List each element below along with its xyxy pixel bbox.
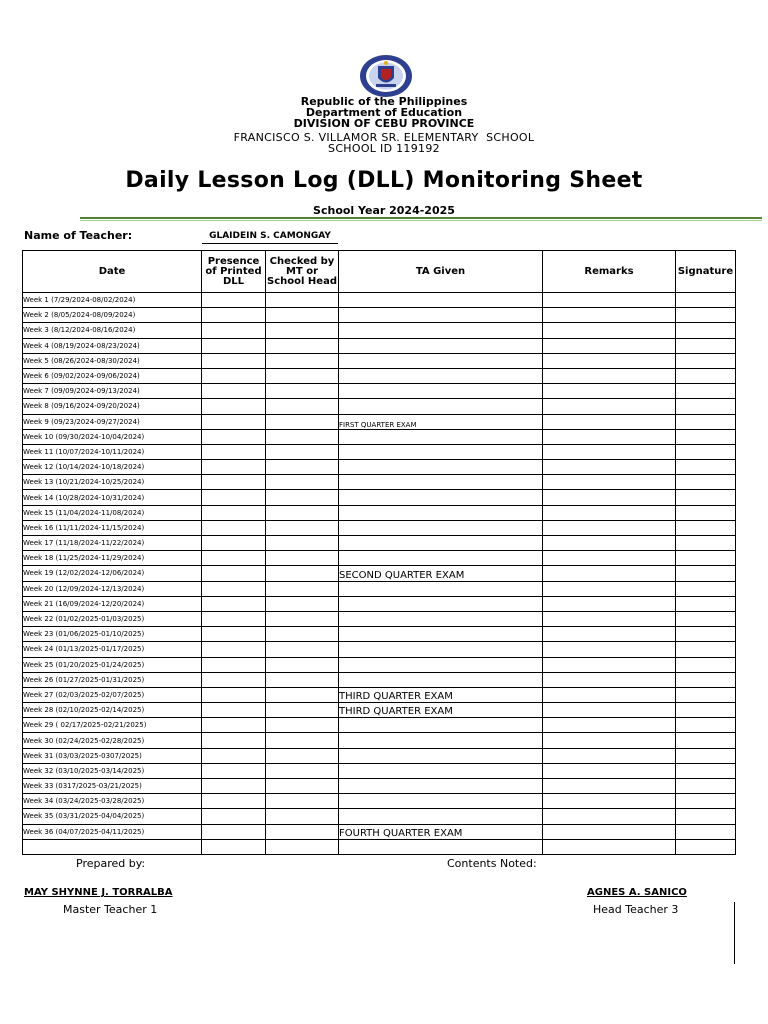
table-row <box>23 794 736 809</box>
table-row <box>23 520 736 535</box>
checked-by-cell[interactable] <box>266 672 339 687</box>
table-row <box>23 460 736 475</box>
printed-dll-cell[interactable] <box>202 444 266 459</box>
ta-given-cell <box>339 581 543 596</box>
printed-dll-cell[interactable] <box>202 642 266 657</box>
printed-dll-cell[interactable] <box>202 399 266 414</box>
printed-dll-cell[interactable] <box>202 293 266 308</box>
table-row <box>23 566 736 581</box>
ta-given-cell <box>339 733 543 748</box>
checked-by-cell[interactable] <box>266 642 339 657</box>
checked-by-cell[interactable] <box>266 687 339 702</box>
date-cell: Week 27 (02/03/2025-02/07/2025) <box>23 687 202 702</box>
signature-cell[interactable] <box>676 384 736 399</box>
table-row <box>23 611 736 626</box>
column-header-ta-given: TA Given <box>339 251 543 293</box>
ta-given-cell <box>339 505 543 520</box>
printed-dll-cell[interactable] <box>202 460 266 475</box>
signature-cell[interactable] <box>676 824 736 839</box>
ta-given-cell <box>339 809 543 824</box>
checked-by-cell[interactable] <box>266 536 339 551</box>
checked-by-cell[interactable] <box>266 839 339 854</box>
date-cell: Week 23 (01/06/2025-01/10/2025) <box>23 627 202 642</box>
table-row <box>23 353 736 368</box>
remarks-cell[interactable] <box>543 293 676 308</box>
remarks-cell[interactable] <box>543 672 676 687</box>
checked-by-cell[interactable] <box>266 368 339 383</box>
remarks-cell[interactable] <box>543 596 676 611</box>
printed-dll-cell[interactable] <box>202 657 266 672</box>
column-header-printed-dll: Presence of Printed DLL <box>202 251 266 293</box>
date-cell: Week 19 (12/02/2024-12/06/2024) <box>23 566 202 581</box>
column-header-checked-by: Checked by MT or School Head <box>266 251 339 293</box>
printed-dll-cell[interactable] <box>202 475 266 490</box>
ta-given-cell <box>339 475 543 490</box>
checked-by-cell[interactable] <box>266 566 339 581</box>
signature-cell[interactable] <box>676 520 736 535</box>
date-cell: Week 35 (03/31/2025-04/04/2025) <box>23 809 202 824</box>
printed-dll-cell[interactable] <box>202 687 266 702</box>
table-row <box>23 414 736 429</box>
table-row <box>23 642 736 657</box>
printed-dll-cell[interactable] <box>202 627 266 642</box>
checked-by-cell[interactable] <box>266 824 339 839</box>
signature-cell[interactable] <box>676 293 736 308</box>
date-cell: Week 29 ( 02/17/2025-02/21/2025) <box>23 718 202 733</box>
table-row <box>23 824 736 839</box>
remarks-cell[interactable] <box>543 581 676 596</box>
signature-cell[interactable] <box>676 657 736 672</box>
ta-given-cell: THIRD QUARTER EXAM <box>339 703 543 718</box>
checked-by-cell[interactable] <box>266 733 339 748</box>
checked-by-cell[interactable] <box>266 809 339 824</box>
ta-given-cell <box>339 551 543 566</box>
checked-by-cell[interactable] <box>266 308 339 323</box>
remarks-cell[interactable] <box>543 687 676 702</box>
printed-dll-cell[interactable] <box>202 429 266 444</box>
signature-cell[interactable] <box>676 566 736 581</box>
ta-given-cell <box>339 627 543 642</box>
ta-given-cell <box>339 368 543 383</box>
signature-cell[interactable] <box>676 323 736 338</box>
contents-noted-label: Contents Noted: <box>447 857 537 870</box>
signature-cell[interactable] <box>676 779 736 794</box>
remarks-cell[interactable] <box>543 520 676 535</box>
checked-by-cell[interactable] <box>266 490 339 505</box>
signature-cell[interactable] <box>676 627 736 642</box>
checked-by-cell[interactable] <box>266 748 339 763</box>
date-cell: Week 6 (09/02/2024-09/06/2024) <box>23 368 202 383</box>
teacher-name-value: GLAIDEIN S. CAMONGAY <box>202 231 338 244</box>
date-cell: Week 17 (11/18/2024-11/22/2024) <box>23 536 202 551</box>
table-row <box>23 748 736 763</box>
remarks-cell[interactable] <box>543 809 676 824</box>
printed-dll-cell[interactable] <box>202 551 266 566</box>
remarks-cell[interactable] <box>543 368 676 383</box>
header-divider <box>80 217 762 219</box>
printed-dll-cell[interactable] <box>202 839 266 854</box>
checked-by-cell[interactable] <box>266 794 339 809</box>
deped-seal-icon <box>358 54 414 98</box>
date-cell: Week 5 (08/26/2024-08/30/2024) <box>23 353 202 368</box>
signature-cell[interactable] <box>676 642 736 657</box>
table-row <box>23 703 736 718</box>
date-cell: Week 2 (8/05/2024-08/09/2024) <box>23 308 202 323</box>
ta-given-cell <box>339 839 543 854</box>
date-cell: Week 25 (01/20/2025-01/24/2025) <box>23 657 202 672</box>
date-cell: Week 34 (03/24/2025-03/28/2025) <box>23 794 202 809</box>
signature-cell[interactable] <box>676 794 736 809</box>
remarks-cell[interactable] <box>543 779 676 794</box>
noter-name: AGNES A. SANICO <box>587 887 687 898</box>
ta-given-cell <box>339 429 543 444</box>
signature-cell[interactable] <box>676 536 736 551</box>
printed-dll-cell[interactable] <box>202 536 266 551</box>
date-cell: Week 33 (0317/2025-03/21/2025) <box>23 779 202 794</box>
remarks-cell[interactable] <box>543 444 676 459</box>
printed-dll-cell[interactable] <box>202 733 266 748</box>
date-cell: Week 9 (09/23/2024-09/27/2024) <box>23 414 202 429</box>
checked-by-cell[interactable] <box>266 399 339 414</box>
checked-by-cell[interactable] <box>266 293 339 308</box>
signature-cell[interactable] <box>676 368 736 383</box>
remarks-cell[interactable] <box>543 642 676 657</box>
signature-cell[interactable] <box>676 763 736 778</box>
signature-cell[interactable] <box>676 460 736 475</box>
checked-by-cell[interactable] <box>266 581 339 596</box>
table-row <box>23 809 736 824</box>
remarks-cell[interactable] <box>543 308 676 323</box>
table-row <box>23 551 736 566</box>
signature-cell[interactable] <box>676 703 736 718</box>
table-row <box>23 779 736 794</box>
department-line: Department of Education <box>305 106 463 119</box>
ta-given-cell <box>339 748 543 763</box>
remarks-cell[interactable] <box>543 399 676 414</box>
prepared-by-label: Prepared by: <box>76 857 146 870</box>
document-title: Daily Lesson Log (DLL) Monitoring Sheet <box>125 168 643 193</box>
remarks-cell[interactable] <box>543 566 676 581</box>
table-row <box>23 839 736 854</box>
checked-by-cell[interactable] <box>266 475 339 490</box>
printed-dll-cell[interactable] <box>202 368 266 383</box>
signature-cell[interactable] <box>676 353 736 368</box>
printed-dll-cell[interactable] <box>202 581 266 596</box>
printed-dll-cell[interactable] <box>202 809 266 824</box>
printed-dll-cell[interactable] <box>202 520 266 535</box>
remarks-cell[interactable] <box>543 490 676 505</box>
printed-dll-cell[interactable] <box>202 763 266 778</box>
checked-by-cell[interactable] <box>266 353 339 368</box>
checked-by-cell[interactable] <box>266 384 339 399</box>
signature-cell[interactable] <box>676 399 736 414</box>
ta-given-cell <box>339 323 543 338</box>
ta-given-cell <box>339 399 543 414</box>
checked-by-cell[interactable] <box>266 779 339 794</box>
remarks-cell[interactable] <box>543 338 676 353</box>
ta-given-cell <box>339 308 543 323</box>
printed-dll-cell[interactable] <box>202 703 266 718</box>
ta-given-cell <box>339 718 543 733</box>
printed-dll-cell[interactable] <box>202 596 266 611</box>
remarks-cell[interactable] <box>543 460 676 475</box>
signature-cell[interactable] <box>676 308 736 323</box>
date-cell: Week 12 (10/14/2024-10/18/2024) <box>23 460 202 475</box>
date-cell: Week 3 (8/12/2024-08/16/2024) <box>23 323 202 338</box>
ta-given-cell <box>339 657 543 672</box>
checked-by-cell[interactable] <box>266 505 339 520</box>
division-line: DIVISION OF CEBU PROVINCE <box>293 117 475 130</box>
ta-given-cell <box>339 384 543 399</box>
printed-dll-cell[interactable] <box>202 505 266 520</box>
ta-given-cell <box>339 763 543 778</box>
table-row <box>23 308 736 323</box>
table-body <box>23 293 736 855</box>
date-cell: Week 16 (11/11/2024-11/15/2024) <box>23 520 202 535</box>
column-header-signature: Signature <box>676 251 736 293</box>
column-header-remarks: Remarks <box>543 251 676 293</box>
date-cell: Week 24 (01/13/2025-01/17/2025) <box>23 642 202 657</box>
remarks-cell[interactable] <box>543 475 676 490</box>
date-cell <box>23 839 202 854</box>
table-row <box>23 581 736 596</box>
date-cell: Week 30 (02/24/2025-02/28/2025) <box>23 733 202 748</box>
printed-dll-cell[interactable] <box>202 308 266 323</box>
date-cell: Week 31 (03/03/2025-0307/2025) <box>23 748 202 763</box>
ta-given-cell <box>339 520 543 535</box>
ta-given-cell <box>339 338 543 353</box>
checked-by-cell[interactable] <box>266 444 339 459</box>
signature-cell[interactable] <box>676 733 736 748</box>
signature-cell[interactable] <box>676 490 736 505</box>
checked-by-cell[interactable] <box>266 429 339 444</box>
table-row <box>23 399 736 414</box>
remarks-cell[interactable] <box>543 794 676 809</box>
ta-given-cell: THIRD QUARTER EXAM <box>339 687 543 702</box>
remarks-cell[interactable] <box>543 323 676 338</box>
signature-cell[interactable] <box>676 809 736 824</box>
school-year: School Year 2024-2025 <box>313 204 455 217</box>
school-name: FRANCISCO S. VILLAMOR SR. ELEMENTARY SCHOOL <box>233 131 535 144</box>
printed-dll-cell[interactable] <box>202 672 266 687</box>
printed-dll-cell[interactable] <box>202 353 266 368</box>
checked-by-cell[interactable] <box>266 611 339 626</box>
date-cell: Week 13 (10/21/2024-10/25/2024) <box>23 475 202 490</box>
ta-given-cell <box>339 642 543 657</box>
table-row <box>23 490 736 505</box>
printed-dll-cell[interactable] <box>202 566 266 581</box>
ta-given-cell <box>339 353 543 368</box>
remarks-cell[interactable] <box>543 384 676 399</box>
checked-by-cell[interactable] <box>266 703 339 718</box>
remarks-cell[interactable] <box>543 733 676 748</box>
remarks-cell[interactable] <box>543 824 676 839</box>
teacher-name-label: Name of Teacher: <box>24 229 133 242</box>
table-row <box>23 368 736 383</box>
ta-given-cell <box>339 672 543 687</box>
date-cell: Week 32 (03/10/2025-03/14/2025) <box>23 763 202 778</box>
table-row <box>23 687 736 702</box>
printed-dll-cell[interactable] <box>202 323 266 338</box>
remarks-cell[interactable] <box>543 627 676 642</box>
remarks-cell[interactable] <box>543 429 676 444</box>
table-row <box>23 733 736 748</box>
printed-dll-cell[interactable] <box>202 748 266 763</box>
table-row <box>23 444 736 459</box>
signature-cell[interactable] <box>676 338 736 353</box>
date-cell: Week 14 (10/28/2024-10/31/2024) <box>23 490 202 505</box>
column-header-date: Date <box>23 251 202 293</box>
printed-dll-cell[interactable] <box>202 490 266 505</box>
page-border-line <box>734 902 735 964</box>
remarks-cell[interactable] <box>543 414 676 429</box>
table-row <box>23 429 736 444</box>
signature-cell[interactable] <box>676 581 736 596</box>
noter-position: Head Teacher 3 <box>593 903 679 916</box>
ta-given-cell <box>339 794 543 809</box>
printed-dll-cell[interactable] <box>202 611 266 626</box>
school-id: SCHOOL ID 119192 <box>328 142 440 155</box>
ta-given-cell <box>339 779 543 794</box>
table-row <box>23 718 736 733</box>
preparer-name: MAY SHYNNE J. TORRALBA <box>24 887 173 898</box>
ta-given-cell <box>339 611 543 626</box>
table-row <box>23 475 736 490</box>
checked-by-cell[interactable] <box>266 460 339 475</box>
date-cell: Week 1 (7/29/2024-08/02/2024) <box>23 293 202 308</box>
table-row <box>23 293 736 308</box>
signature-cell[interactable] <box>676 596 736 611</box>
ta-given-cell <box>339 536 543 551</box>
table-row <box>23 596 736 611</box>
remarks-cell[interactable] <box>543 353 676 368</box>
date-cell: Week 20 (12/09/2024-12/13/2024) <box>23 581 202 596</box>
table-header-row <box>23 251 736 293</box>
checked-by-cell[interactable] <box>266 657 339 672</box>
republic-line: Republic of the Philippines <box>300 95 468 108</box>
date-cell: Week 7 (09/09/2024-09/13/2024) <box>23 384 202 399</box>
remarks-cell[interactable] <box>543 611 676 626</box>
remarks-cell[interactable] <box>543 703 676 718</box>
signature-cell[interactable] <box>676 718 736 733</box>
checked-by-cell[interactable] <box>266 338 339 353</box>
ta-given-cell <box>339 293 543 308</box>
table-row <box>23 338 736 353</box>
checked-by-cell[interactable] <box>266 323 339 338</box>
signature-cell[interactable] <box>676 444 736 459</box>
signature-cell[interactable] <box>676 839 736 854</box>
printed-dll-cell[interactable] <box>202 824 266 839</box>
date-cell: Week 8 (09/16/2024-09/20/2024) <box>23 399 202 414</box>
ta-given-cell <box>339 444 543 459</box>
date-cell: Week 18 (11/25/2024-11/29/2024) <box>23 551 202 566</box>
signature-cell[interactable] <box>676 551 736 566</box>
table-row <box>23 536 736 551</box>
ta-given-cell: FOURTH QUARTER EXAM <box>339 824 543 839</box>
ta-given-cell: SECOND QUARTER EXAM <box>339 566 543 581</box>
ta-given-cell <box>339 460 543 475</box>
header-divider-light <box>80 220 762 221</box>
table-row <box>23 672 736 687</box>
table-row <box>23 657 736 672</box>
signature-cell[interactable] <box>676 475 736 490</box>
printed-dll-cell[interactable] <box>202 384 266 399</box>
remarks-cell[interactable] <box>543 748 676 763</box>
checked-by-cell[interactable] <box>266 596 339 611</box>
remarks-cell[interactable] <box>543 505 676 520</box>
date-cell: Week 28 (02/10/2025-02/14/2025) <box>23 703 202 718</box>
remarks-cell[interactable] <box>543 657 676 672</box>
date-cell: Week 21 (16/09/2024-12/20/2024) <box>23 596 202 611</box>
ta-given-cell <box>339 596 543 611</box>
signature-cell[interactable] <box>676 748 736 763</box>
signature-cell[interactable] <box>676 414 736 429</box>
signature-cell[interactable] <box>676 505 736 520</box>
table-row <box>23 505 736 520</box>
printed-dll-cell[interactable] <box>202 338 266 353</box>
signature-cell[interactable] <box>676 687 736 702</box>
signature-cell[interactable] <box>676 429 736 444</box>
checked-by-cell[interactable] <box>266 763 339 778</box>
printed-dll-cell[interactable] <box>202 718 266 733</box>
signature-cell[interactable] <box>676 672 736 687</box>
printed-dll-cell[interactable] <box>202 779 266 794</box>
printed-dll-cell[interactable] <box>202 794 266 809</box>
checked-by-cell[interactable] <box>266 551 339 566</box>
signature-cell[interactable] <box>676 611 736 626</box>
date-cell: Week 36 (04/07/2025-04/11/2025) <box>23 824 202 839</box>
remarks-cell[interactable] <box>543 536 676 551</box>
ta-given-cell <box>339 490 543 505</box>
ta-given-cell: FIRST QUARTER EXAM <box>339 414 543 429</box>
date-cell: Week 4 (08/19/2024-08/23/2024) <box>23 338 202 353</box>
printed-dll-cell[interactable] <box>202 414 266 429</box>
remarks-cell[interactable] <box>543 551 676 566</box>
date-cell: Week 11 (10/07/2024-10/11/2024) <box>23 444 202 459</box>
date-cell: Week 22 (01/02/2025-01/03/2025) <box>23 611 202 626</box>
checked-by-cell[interactable] <box>266 520 339 535</box>
checked-by-cell[interactable] <box>266 627 339 642</box>
preparer-position: Master Teacher 1 <box>63 903 158 916</box>
checked-by-cell[interactable] <box>266 414 339 429</box>
table-row <box>23 323 736 338</box>
remarks-cell[interactable] <box>543 839 676 854</box>
monitoring-table <box>22 250 736 855</box>
remarks-cell[interactable] <box>543 718 676 733</box>
table-row <box>23 384 736 399</box>
remarks-cell[interactable] <box>543 763 676 778</box>
checked-by-cell[interactable] <box>266 718 339 733</box>
date-cell: Week 15 (11/04/2024-11/08/2024) <box>23 505 202 520</box>
date-cell: Week 26 (01/27/2025-01/31/2025) <box>23 672 202 687</box>
date-cell: Week 10 (09/30/2024-10/04/2024) <box>23 429 202 444</box>
table-row <box>23 763 736 778</box>
table-row <box>23 627 736 642</box>
